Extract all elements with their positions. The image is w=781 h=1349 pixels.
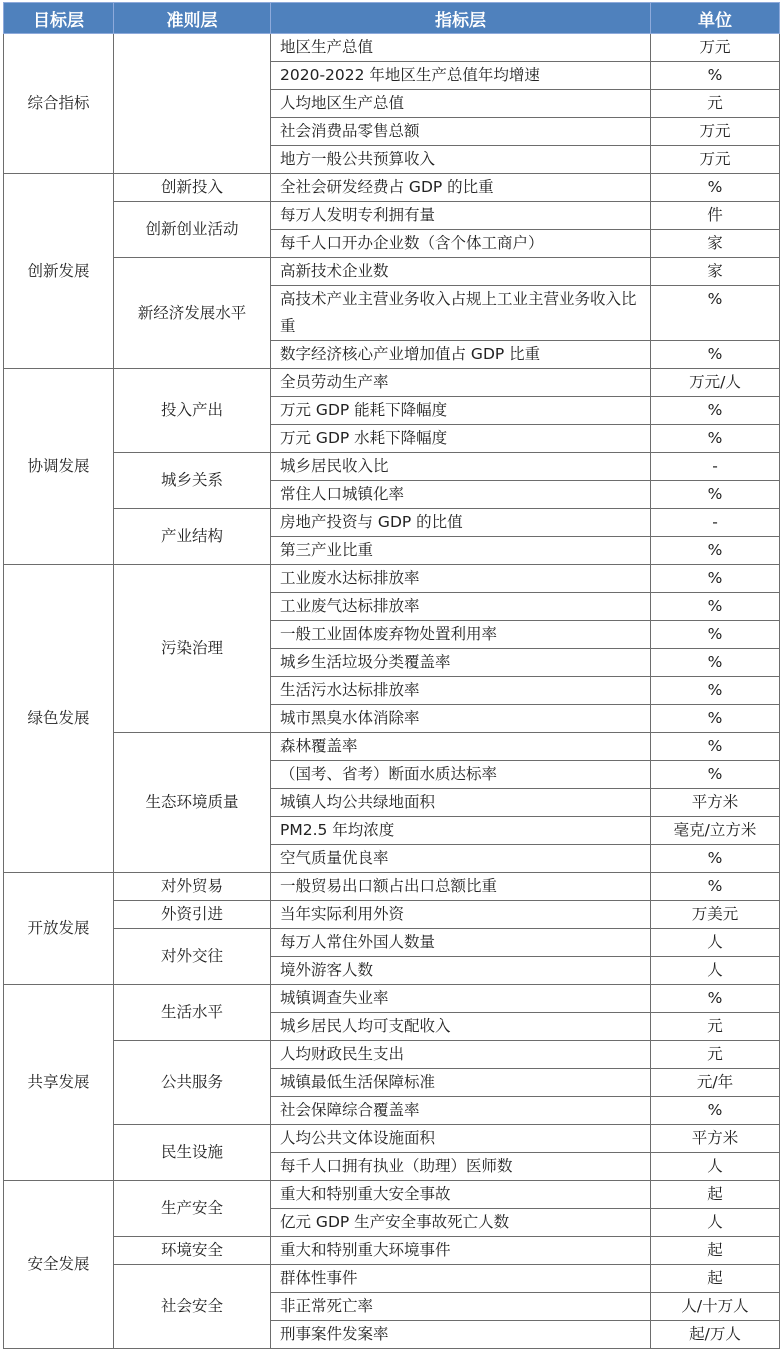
indicator-cell: 一般贸易出口额占出口总额比重 xyxy=(271,873,651,901)
unit-cell: % xyxy=(651,761,780,789)
indicator-cell: 亿元 GDP 生产安全事故死亡人数 xyxy=(271,1209,651,1237)
unit-cell: % xyxy=(651,425,780,453)
table-row xyxy=(4,509,780,537)
criterion-cell: 社会安全 xyxy=(114,1265,271,1349)
unit-cell: 平方米 xyxy=(651,789,780,817)
criterion-cell: 污染治理 xyxy=(114,565,271,733)
indicator-cell: 工业废水达标排放率 xyxy=(271,565,651,593)
indicator-cell: 常住人口城镇化率 xyxy=(271,481,651,509)
header-indicator: 指标层 xyxy=(271,3,651,34)
indicator-cell: 群体性事件 xyxy=(271,1265,651,1293)
unit-cell: 元 xyxy=(651,1013,780,1041)
table-row xyxy=(4,733,780,761)
table-row xyxy=(4,258,780,286)
table-row xyxy=(4,34,780,62)
unit-cell: % xyxy=(651,873,780,901)
indicator-cell: 数字经济核心产业增加值占 GDP 比重 xyxy=(271,341,651,369)
criterion-cell: 创新创业活动 xyxy=(114,202,271,258)
goal-cell: 共享发展 xyxy=(4,985,114,1181)
unit-cell: % xyxy=(651,677,780,705)
header-goal: 目标层 xyxy=(4,3,114,34)
indicator-cell: PM2.5 年均浓度 xyxy=(271,817,651,845)
indicator-cell: 2020-2022 年地区生产总值年均增速 xyxy=(271,62,651,90)
unit-cell: % xyxy=(651,705,780,733)
indicator-cell: 人均地区生产总值 xyxy=(271,90,651,118)
table-row xyxy=(4,929,780,957)
criterion-cell: 新经济发展水平 xyxy=(114,258,271,369)
criterion-cell: 对外交往 xyxy=(114,929,271,985)
indicator-cell: 高新技术企业数 xyxy=(271,258,651,286)
header-row xyxy=(4,3,780,34)
unit-cell: 人 xyxy=(651,1153,780,1181)
unit-cell: 家 xyxy=(651,230,780,258)
criterion-cell: 对外贸易 xyxy=(114,873,271,901)
unit-cell: 元/年 xyxy=(651,1069,780,1097)
indicator-cell: 万元 GDP 能耗下降幅度 xyxy=(271,397,651,425)
unit-cell: % xyxy=(651,286,780,341)
indicator-cell: 每万人常住外国人数量 xyxy=(271,929,651,957)
unit-cell: % xyxy=(651,733,780,761)
unit-cell: % xyxy=(651,481,780,509)
criterion-cell: 生态环境质量 xyxy=(114,733,271,873)
header-criterion: 准则层 xyxy=(114,3,271,34)
unit-cell: % xyxy=(651,593,780,621)
indicator-cell: 城乡生活垃圾分类覆盖率 xyxy=(271,649,651,677)
unit-cell: 起 xyxy=(651,1181,780,1209)
unit-cell: 人 xyxy=(651,929,780,957)
table-row xyxy=(4,453,780,481)
criterion-cell: 城乡关系 xyxy=(114,453,271,509)
unit-cell: 起 xyxy=(651,1265,780,1293)
indicator-cell: 地方一般公共预算收入 xyxy=(271,146,651,174)
indicator-cell: 社会消费品零售总额 xyxy=(271,118,651,146)
indicator-table xyxy=(3,2,780,1349)
table-row xyxy=(4,985,780,1013)
header-unit: 单位 xyxy=(651,3,780,34)
indicator-cell: 地区生产总值 xyxy=(271,34,651,62)
indicator-cell: 城乡居民收入比 xyxy=(271,453,651,481)
criterion-cell: 环境安全 xyxy=(114,1237,271,1265)
goal-cell: 协调发展 xyxy=(4,369,114,565)
indicator-cell: 境外游客人数 xyxy=(271,957,651,985)
indicator-cell: 第三产业比重 xyxy=(271,537,651,565)
criterion-cell: 创新投入 xyxy=(114,174,271,202)
unit-cell: % xyxy=(651,1097,780,1125)
criterion-cell: 民生设施 xyxy=(114,1125,271,1181)
criterion-cell: 投入产出 xyxy=(114,369,271,453)
unit-cell: % xyxy=(651,985,780,1013)
unit-cell: 家 xyxy=(651,258,780,286)
criterion-cell-empty xyxy=(114,34,271,174)
criterion-cell: 产业结构 xyxy=(114,509,271,565)
indicator-cell: 万元 GDP 水耗下降幅度 xyxy=(271,425,651,453)
unit-cell: 万元 xyxy=(651,146,780,174)
unit-cell: 人 xyxy=(651,957,780,985)
indicator-cell: 城市黑臭水体消除率 xyxy=(271,705,651,733)
indicator-cell: 重大和特别重大环境事件 xyxy=(271,1237,651,1265)
indicator-cell: 工业废气达标排放率 xyxy=(271,593,651,621)
unit-cell: 万元/人 xyxy=(651,369,780,397)
criterion-cell: 公共服务 xyxy=(114,1041,271,1125)
indicator-cell: 人均公共文体设施面积 xyxy=(271,1125,651,1153)
criterion-cell: 生产安全 xyxy=(114,1181,271,1237)
unit-cell: % xyxy=(651,621,780,649)
unit-cell: 元 xyxy=(651,1041,780,1069)
unit-cell: % xyxy=(651,397,780,425)
unit-cell: - xyxy=(651,453,780,481)
indicator-cell: 生活污水达标排放率 xyxy=(271,677,651,705)
unit-cell: 人 xyxy=(651,1209,780,1237)
criterion-cell: 生活水平 xyxy=(114,985,271,1041)
unit-cell: - xyxy=(651,509,780,537)
unit-cell: 万元 xyxy=(651,34,780,62)
indicator-cell: （国考、省考）断面水质达标率 xyxy=(271,761,651,789)
unit-cell: % xyxy=(651,845,780,873)
unit-cell: 平方米 xyxy=(651,1125,780,1153)
indicator-cell: 城乡居民人均可支配收入 xyxy=(271,1013,651,1041)
table-row xyxy=(4,901,780,929)
unit-cell: % xyxy=(651,341,780,369)
indicator-cell: 当年实际利用外资 xyxy=(271,901,651,929)
goal-cell: 安全发展 xyxy=(4,1181,114,1349)
indicator-cell: 一般工业固体废弃物处置利用率 xyxy=(271,621,651,649)
unit-cell: 人/十万人 xyxy=(651,1293,780,1321)
table-row xyxy=(4,565,780,593)
unit-cell: 起 xyxy=(651,1237,780,1265)
indicator-cell: 非正常死亡率 xyxy=(271,1293,651,1321)
indicator-cell: 全员劳动生产率 xyxy=(271,369,651,397)
unit-cell: 万美元 xyxy=(651,901,780,929)
table-row xyxy=(4,202,780,230)
indicator-cell: 城镇最低生活保障标准 xyxy=(271,1069,651,1097)
unit-cell: 元 xyxy=(651,90,780,118)
goal-cell: 创新发展 xyxy=(4,174,114,369)
table-row xyxy=(4,1041,780,1069)
table-row xyxy=(4,1125,780,1153)
goal-cell: 绿色发展 xyxy=(4,565,114,873)
indicator-cell: 全社会研发经费占 GDP 的比重 xyxy=(271,174,651,202)
unit-cell: % xyxy=(651,649,780,677)
table-row xyxy=(4,1181,780,1209)
unit-cell: % xyxy=(651,565,780,593)
table-row xyxy=(4,369,780,397)
table-row xyxy=(4,1237,780,1265)
indicator-cell: 城镇调查失业率 xyxy=(271,985,651,1013)
indicator-cell: 重大和特别重大安全事故 xyxy=(271,1181,651,1209)
table-row xyxy=(4,1265,780,1293)
indicator-cell: 每千人口拥有执业（助理）医师数 xyxy=(271,1153,651,1181)
unit-cell: 毫克/立方米 xyxy=(651,817,780,845)
table-row xyxy=(4,873,780,901)
indicator-cell: 每万人发明专利拥有量 xyxy=(271,202,651,230)
indicator-cell: 房地产投资与 GDP 的比值 xyxy=(271,509,651,537)
table-row xyxy=(4,174,780,202)
unit-cell: % xyxy=(651,537,780,565)
indicator-cell: 城镇人均公共绿地面积 xyxy=(271,789,651,817)
goal-cell: 综合指标 xyxy=(4,34,114,174)
criterion-cell: 外资引进 xyxy=(114,901,271,929)
unit-cell: 起/万人 xyxy=(651,1321,780,1349)
indicator-cell: 每千人口开办企业数（含个体工商户） xyxy=(271,230,651,258)
indicator-cell: 刑事案件发案率 xyxy=(271,1321,651,1349)
unit-cell: 件 xyxy=(651,202,780,230)
indicator-cell: 人均财政民生支出 xyxy=(271,1041,651,1069)
indicator-cell: 高技术产业主营业务收入占规上工业主营业务收入比重 xyxy=(271,286,651,341)
indicator-cell: 社会保障综合覆盖率 xyxy=(271,1097,651,1125)
unit-cell: % xyxy=(651,174,780,202)
indicator-cell: 空气质量优良率 xyxy=(271,845,651,873)
unit-cell: % xyxy=(651,62,780,90)
goal-cell: 开放发展 xyxy=(4,873,114,985)
indicator-cell: 森林覆盖率 xyxy=(271,733,651,761)
unit-cell: 万元 xyxy=(651,118,780,146)
